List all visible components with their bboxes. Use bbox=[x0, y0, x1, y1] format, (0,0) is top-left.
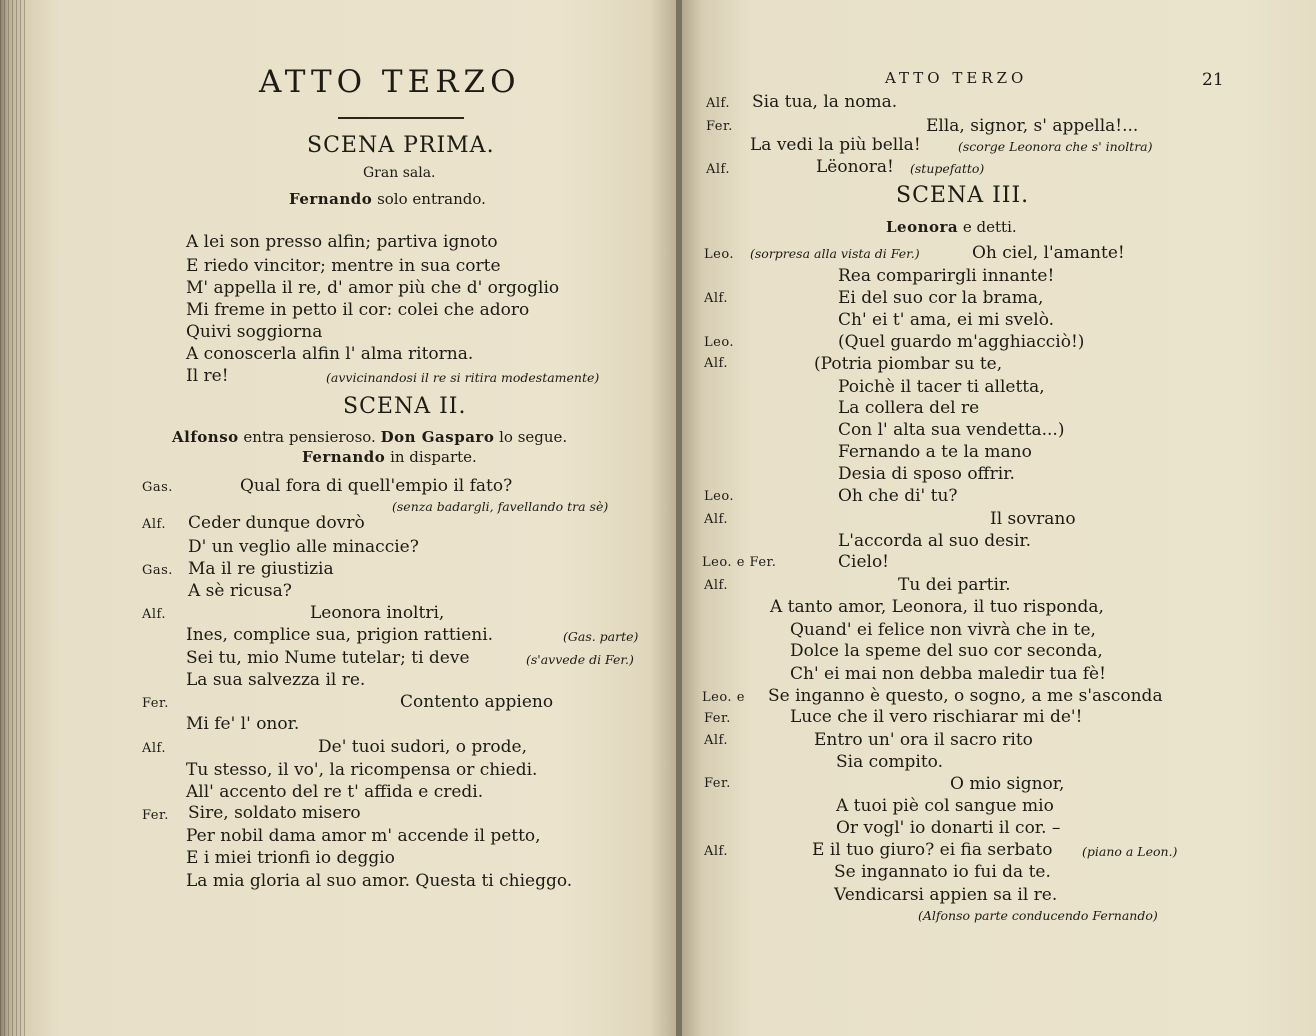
title-rule bbox=[338, 117, 464, 119]
stage-direction: (avvicinandosi il re si ritira modestamente) bbox=[326, 370, 600, 385]
verse-line: A tuoi piè col sangue mio bbox=[836, 796, 1054, 816]
right-page bbox=[682, 0, 1316, 1036]
verse-line: Mi freme in petto il cor: colei che adoro bbox=[186, 300, 530, 320]
verse-line: O mio signor, bbox=[950, 774, 1065, 794]
verse-line: Contento appieno bbox=[400, 692, 554, 712]
verse-line: All' accento del re t' affida e credi. bbox=[186, 782, 484, 802]
verse-line: A lei son presso alfin; partiva ignoto bbox=[186, 232, 498, 252]
speaker-label: Leo. bbox=[704, 247, 735, 262]
scene-3-title: SCENA III. bbox=[896, 183, 1030, 208]
verse-line: Desia di sposo offrir. bbox=[838, 464, 1015, 484]
speaker-label: Alf. bbox=[706, 162, 731, 177]
speaker-label: Leo. e bbox=[702, 690, 745, 705]
verse-line: Ines, complice sua, prigion rattieni. bbox=[186, 625, 494, 645]
character-name: Leonora bbox=[886, 218, 959, 236]
speaker-label: Leo. bbox=[704, 335, 735, 350]
verse-line: Sire, soldato misero bbox=[188, 803, 361, 823]
stage-text: solo entrando. bbox=[372, 190, 486, 208]
speaker-label: Alf. bbox=[142, 517, 167, 532]
speaker-label: Fer. bbox=[704, 776, 731, 791]
verse-line: La collera del re bbox=[838, 398, 980, 418]
verse-line: La mia gloria al suo amor. Questa ti chieggo. bbox=[186, 871, 573, 891]
scene-1-entry bbox=[289, 189, 486, 209]
verse-line: A conoscerla alfin l' alma ritorna. bbox=[186, 344, 474, 364]
verse-line: Lëonora! bbox=[816, 157, 894, 177]
stage-direction: (piano a Leon.) bbox=[1082, 844, 1178, 859]
page-number: 21 bbox=[1202, 70, 1224, 90]
scene-1-setting: Gran sala. bbox=[363, 165, 436, 181]
verse-line: M' appella il re, d' amor più che d' orgoglio bbox=[186, 278, 560, 298]
verse-line: Quand' ei felice non vivrà che in te, bbox=[790, 620, 1096, 640]
verse-line: Qual fora di quell'empio il fato? bbox=[240, 476, 513, 496]
act-title: ATTO TERZO bbox=[259, 64, 521, 100]
verse-line: Entro un' ora il sacro rito bbox=[814, 730, 1033, 750]
verse-line: De' tuoi sudori, o prode, bbox=[318, 737, 528, 757]
verse-line: E il tuo giuro? ei fia serbato bbox=[812, 840, 1053, 860]
verse-line: Tu dei partir. bbox=[898, 575, 1011, 595]
scene-2-entry bbox=[172, 427, 567, 447]
speaker-label: Alf. bbox=[142, 741, 167, 756]
stage-text: in disparte. bbox=[385, 448, 477, 466]
speaker-label: Alf. bbox=[704, 356, 729, 371]
speaker-label: Alf. bbox=[704, 291, 729, 306]
verse-line: Ch' ei t' ama, ei mi svelò. bbox=[838, 310, 1055, 330]
speaker-label: Fer. bbox=[142, 696, 169, 711]
verse-line: Or vogl' io donarti il cor. – bbox=[836, 818, 1061, 838]
stage-direction: (Alfonso parte conducendo Fernando) bbox=[918, 908, 1158, 923]
stage-direction: (scorge Leonora che s' inoltra) bbox=[958, 139, 1153, 154]
speaker-label: Fer. bbox=[706, 119, 733, 134]
stage-text: lo segue. bbox=[494, 428, 568, 446]
speaker-label: Alf. bbox=[704, 512, 729, 527]
verse-line: Poichè il tacer ti alletta, bbox=[838, 377, 1045, 397]
verse-line: D' un veglio alle minaccie? bbox=[188, 537, 419, 557]
verse-line: Se ingannato io fui da te. bbox=[834, 862, 1051, 882]
verse-line: Sei tu, mio Nume tutelar; ti deve bbox=[186, 648, 470, 668]
speaker-label: Alf. bbox=[706, 96, 731, 111]
verse-line: La vedi la più bella! bbox=[750, 135, 921, 155]
verse-line: Leonora inoltri, bbox=[310, 603, 445, 623]
scene-2-entry-cont bbox=[302, 447, 477, 467]
speaker-label: Fer. bbox=[704, 711, 731, 726]
speaker-label: Alf. bbox=[704, 844, 729, 859]
verse-line: Tu stesso, il vo', la ricompensa or chiedi. bbox=[186, 760, 538, 780]
verse-line: A sè ricusa? bbox=[188, 581, 292, 601]
verse-line: Luce che il vero rischiarar mi de'! bbox=[790, 707, 1083, 727]
scene-3-entry bbox=[886, 217, 1017, 237]
verse-line: A tanto amor, Leonora, il tuo risponda, bbox=[770, 597, 1104, 617]
scene-2-title: SCENA II. bbox=[343, 394, 467, 419]
stage-text: e detti. bbox=[958, 218, 1017, 236]
verse-line: Rea comparirgli innante! bbox=[838, 266, 1055, 286]
verse-line: La sua salvezza il re. bbox=[186, 670, 366, 690]
verse-line: Ch' ei mai non debba maledir tua fè! bbox=[790, 664, 1106, 684]
speaker-label: Alf. bbox=[704, 578, 729, 593]
verse-line: E i miei trionfi io deggio bbox=[186, 848, 395, 868]
stage-direction: (stupefatto) bbox=[910, 161, 985, 176]
verse-line: Oh che di' tu? bbox=[838, 486, 958, 506]
stage-direction: (s'avvede di Fer.) bbox=[526, 652, 634, 667]
character-name: Fernando bbox=[302, 448, 386, 466]
verse-line: Se inganno è questo, o sogno, a me s'asconda bbox=[768, 686, 1163, 706]
character-name: Fernando bbox=[289, 190, 373, 208]
verse-line: Dolce la speme del suo cor seconda, bbox=[790, 641, 1103, 661]
speaker-label: Leo. e Fer. bbox=[702, 555, 777, 570]
verse-line: Il sovrano bbox=[990, 509, 1076, 529]
verse-line: Con l' alta sua vendetta...) bbox=[838, 420, 1065, 440]
speaker-label: Gas. bbox=[142, 480, 173, 495]
verse-line: Ei del suo cor la brama, bbox=[838, 288, 1044, 308]
verse-line: Sia compito. bbox=[836, 752, 943, 772]
speaker-label: Fer. bbox=[142, 808, 169, 823]
speaker-label: Gas. bbox=[142, 563, 173, 578]
page-edge-stack bbox=[0, 0, 28, 1036]
character-name: Alfonso bbox=[172, 428, 239, 446]
verse-line: Oh ciel, l'amante! bbox=[972, 243, 1125, 263]
stage-direction: (senza badargli, favellando tra sè) bbox=[392, 499, 609, 514]
verse-line: L'accorda al suo desir. bbox=[838, 531, 1031, 551]
verse-line: Sia tua, la noma. bbox=[752, 92, 898, 112]
verse-line: Ceder dunque dovrò bbox=[188, 513, 365, 533]
stage-direction: (Gas. parte) bbox=[563, 629, 639, 644]
verse-line: Ella, signor, s' appella!... bbox=[926, 116, 1139, 136]
speaker-label: Leo. bbox=[704, 489, 735, 504]
verse-line: Quivi soggiorna bbox=[186, 322, 323, 342]
verse-line: Il re! bbox=[186, 366, 229, 386]
verse-line: Ma il re giustizia bbox=[188, 559, 334, 579]
stage-text: entra pensieroso. bbox=[238, 428, 381, 446]
stage-direction: (sorpresa alla vista di Fer.) bbox=[750, 246, 920, 261]
verse-line: E riedo vincitor; mentre in sua corte bbox=[186, 256, 501, 276]
scene-1-title: SCENA PRIMA. bbox=[307, 133, 495, 158]
speaker-label: Alf. bbox=[142, 607, 167, 622]
verse-line: Vendicarsi appien sa il re. bbox=[834, 885, 1058, 905]
speaker-label: Alf. bbox=[704, 733, 729, 748]
verse-line: Per nobil dama amor m' accende il petto, bbox=[186, 826, 541, 846]
character-name: Don Gasparo bbox=[380, 428, 495, 446]
verse-line: (Potria piombar su te, bbox=[814, 354, 1003, 374]
verse-line: (Quel guardo m'agghiacciò!) bbox=[838, 332, 1085, 352]
verse-line: Cielo! bbox=[838, 552, 890, 572]
running-head: ATTO TERZO bbox=[885, 69, 1028, 87]
verse-line: Fernando a te la mano bbox=[838, 442, 1032, 462]
verse-line: Mi fe' l' onor. bbox=[186, 714, 300, 734]
